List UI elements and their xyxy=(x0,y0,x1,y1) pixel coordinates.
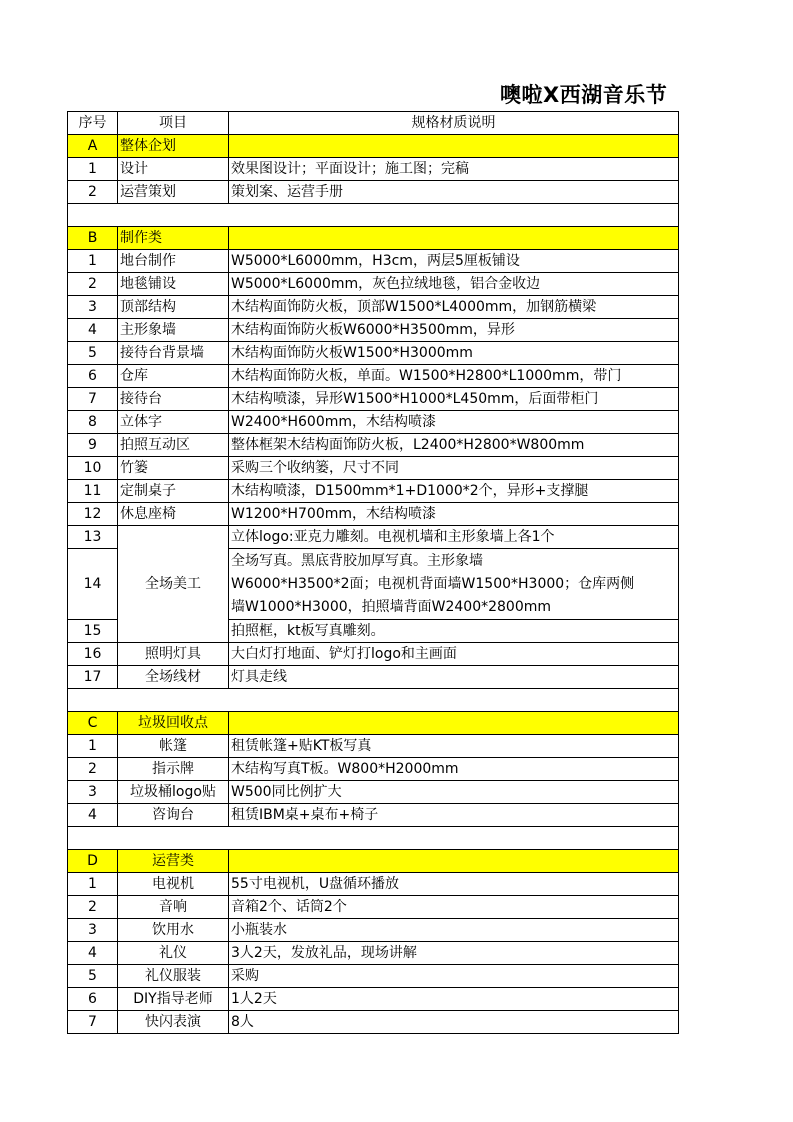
row-spec: 音箱2个、话筒2个 xyxy=(229,896,679,919)
table-row xyxy=(68,988,679,1011)
row-no: 4 xyxy=(68,319,118,342)
header-item: 项目 xyxy=(118,112,229,135)
row-item: 定制桌子 xyxy=(118,480,229,503)
row-spec: 采购三个收纳篓，尺寸不同 xyxy=(229,457,679,480)
table-row xyxy=(68,434,679,457)
row-item: 休息座椅 xyxy=(118,503,229,526)
row-no: 4 xyxy=(68,804,118,827)
section-spacer xyxy=(229,135,679,158)
row-no: 15 xyxy=(68,620,118,643)
section-code: B xyxy=(68,227,118,250)
table-row xyxy=(68,250,679,273)
row-item: 饮用水 xyxy=(118,919,229,942)
table-row xyxy=(68,873,679,896)
table-row xyxy=(68,942,679,965)
row-no: 12 xyxy=(68,503,118,526)
row-spec: 木结构写真T板。W800*H2000mm xyxy=(229,758,679,781)
row-no: 7 xyxy=(68,1011,118,1034)
section-row-b xyxy=(68,227,679,250)
section-spacer xyxy=(229,712,679,735)
row-spec: 立体logo:亚克力雕刻。电视机墙和主形象墙上各1个 xyxy=(229,526,679,549)
row-item-merged: 全场美工 xyxy=(118,526,229,643)
section-code: C xyxy=(68,712,118,735)
row-no: 14 xyxy=(68,549,118,620)
blank-row xyxy=(68,204,679,227)
budget-table xyxy=(67,111,679,1034)
table-row xyxy=(68,666,679,689)
row-item: 指示牌 xyxy=(118,758,229,781)
table-row xyxy=(68,503,679,526)
row-item: 帐篷 xyxy=(118,735,229,758)
row-item: 接待台 xyxy=(118,388,229,411)
row-spec: 效果图设计；平面设计；施工图；完稿 xyxy=(229,158,679,181)
table-row xyxy=(68,181,679,204)
table-row xyxy=(68,804,679,827)
row-spec: W5000*L6000mm，灰色拉绒地毯，铝合金收边 xyxy=(229,273,679,296)
row-spec: 租赁IBM桌+桌布+椅子 xyxy=(229,804,679,827)
row-item: 垃圾桶logo贴 xyxy=(118,781,229,804)
row-item: 接待台背景墙 xyxy=(118,342,229,365)
row-item: 地台制作 xyxy=(118,250,229,273)
row-no: 16 xyxy=(68,643,118,666)
blank-row xyxy=(68,827,679,850)
table-row xyxy=(68,342,679,365)
row-no: 1 xyxy=(68,158,118,181)
row-no: 6 xyxy=(68,988,118,1011)
row-spec: 3人2天，发放礼品，现场讲解 xyxy=(229,942,679,965)
section-row-d xyxy=(68,850,679,873)
blank-cell xyxy=(68,689,679,712)
row-spec: 1人2天 xyxy=(229,988,679,1011)
row-spec: 55寸电视机，U盘循环播放 xyxy=(229,873,679,896)
table-row xyxy=(68,273,679,296)
section-name: 垃圾回收点 xyxy=(118,712,229,735)
row-item: 立体字 xyxy=(118,411,229,434)
row-spec: 木结构面饰防火板，单面。W1500*H2800*L1000mm，带门 xyxy=(229,365,679,388)
row-item: 设计 xyxy=(118,158,229,181)
row-item: 仓库 xyxy=(118,365,229,388)
document-title: 噢啦X西湖音乐节 xyxy=(500,83,668,107)
row-item: 电视机 xyxy=(118,873,229,896)
table-row xyxy=(68,480,679,503)
row-no: 2 xyxy=(68,758,118,781)
row-spec: 木结构面饰防火板W1500*H3000mm xyxy=(229,342,679,365)
row-item: 竹篓 xyxy=(118,457,229,480)
row-item: 音响 xyxy=(118,896,229,919)
section-row-c xyxy=(68,712,679,735)
section-name: 整体企划 xyxy=(118,135,229,158)
row-no: 1 xyxy=(68,250,118,273)
blank-cell xyxy=(68,204,679,227)
row-spec: 小瓶装水 xyxy=(229,919,679,942)
row-spec: 木结构面饰防火板，顶部W1500*L4000mm，加钢筋横梁 xyxy=(229,296,679,319)
table-row xyxy=(68,735,679,758)
section-row-a xyxy=(68,135,679,158)
table-row xyxy=(68,965,679,988)
row-no: 7 xyxy=(68,388,118,411)
spec-line: 墙W1000*H3000，拍照墙背面W2400*2800mm xyxy=(231,599,552,615)
section-code: A xyxy=(68,135,118,158)
table-row xyxy=(68,643,679,666)
row-item: 快闪表演 xyxy=(118,1011,229,1034)
table-row xyxy=(68,896,679,919)
row-no: 6 xyxy=(68,365,118,388)
row-item: 照明灯具 xyxy=(118,643,229,666)
row-spec: 拍照框，kt板写真雕刻。 xyxy=(229,620,679,643)
row-spec: 策划案、运营手册 xyxy=(229,181,679,204)
row-spec: 木结构面饰防火板W6000*H3500mm，异形 xyxy=(229,319,679,342)
row-spec: 大白灯打地面、铲灯打logo和主画面 xyxy=(229,643,679,666)
row-spec: 灯具走线 xyxy=(229,666,679,689)
row-item: 礼仪 xyxy=(118,942,229,965)
table-header-row xyxy=(68,112,679,135)
row-spec: 木结构喷漆，D1500mm*1+D1000*2个，异形+支撑腿 xyxy=(229,480,679,503)
row-item: 顶部结构 xyxy=(118,296,229,319)
table-row xyxy=(68,158,679,181)
row-no: 5 xyxy=(68,342,118,365)
header-no: 序号 xyxy=(68,112,118,135)
table-row xyxy=(68,526,679,549)
row-item: 拍照互动区 xyxy=(118,434,229,457)
spec-line: W6000*H3500*2面；电视机背面墙W1500*H3000；仓库两侧 xyxy=(231,576,635,592)
table-row xyxy=(68,296,679,319)
row-item: 运营策划 xyxy=(118,181,229,204)
row-item: 礼仪服装 xyxy=(118,965,229,988)
section-name: 运营类 xyxy=(118,850,229,873)
row-spec: W5000*L6000mm，H3cm，两层5厘板铺设 xyxy=(229,250,679,273)
row-no: 3 xyxy=(68,919,118,942)
row-no: 5 xyxy=(68,965,118,988)
section-spacer xyxy=(229,850,679,873)
table-row xyxy=(68,457,679,480)
row-spec: W1200*H700mm，木结构喷漆 xyxy=(229,503,679,526)
row-no: 3 xyxy=(68,781,118,804)
row-no: 2 xyxy=(68,896,118,919)
row-item: 咨询台 xyxy=(118,804,229,827)
row-spec: W2400*H600mm，木结构喷漆 xyxy=(229,411,679,434)
table-row xyxy=(68,919,679,942)
row-item: 地毯铺设 xyxy=(118,273,229,296)
row-item: DIY指导老师 xyxy=(118,988,229,1011)
row-no: 10 xyxy=(68,457,118,480)
spec-line: 全场写真。黑底背胶加厚写真。主形象墙 xyxy=(231,553,483,569)
table-row xyxy=(68,365,679,388)
row-spec: 采购 xyxy=(229,965,679,988)
row-no: 9 xyxy=(68,434,118,457)
table-row xyxy=(68,1011,679,1034)
table-row xyxy=(68,411,679,434)
row-no: 3 xyxy=(68,296,118,319)
row-no: 1 xyxy=(68,735,118,758)
table-row xyxy=(68,758,679,781)
row-no: 8 xyxy=(68,411,118,434)
row-spec: 8人 xyxy=(229,1011,679,1034)
row-no: 2 xyxy=(68,273,118,296)
row-item: 全场线材 xyxy=(118,666,229,689)
table-row xyxy=(68,319,679,342)
row-no: 13 xyxy=(68,526,118,549)
row-no: 1 xyxy=(68,873,118,896)
header-spec: 规格材质说明 xyxy=(229,112,679,135)
row-spec-multiline xyxy=(229,549,679,620)
blank-cell xyxy=(68,827,679,850)
row-spec: 木结构喷漆，异形W1500*H1000*L450mm，后面带柜门 xyxy=(229,388,679,411)
section-code: D xyxy=(68,850,118,873)
row-spec: 租赁帐篷+贴KT板写真 xyxy=(229,735,679,758)
row-no: 4 xyxy=(68,942,118,965)
row-no: 11 xyxy=(68,480,118,503)
blank-row xyxy=(68,689,679,712)
row-item: 主形象墙 xyxy=(118,319,229,342)
section-name: 制作类 xyxy=(118,227,229,250)
row-spec: W500同比例扩大 xyxy=(229,781,679,804)
row-no: 2 xyxy=(68,181,118,204)
table-row xyxy=(68,781,679,804)
row-spec: 整体框架木结构面饰防火板，L2400*H2800*W800mm xyxy=(229,434,679,457)
row-no: 17 xyxy=(68,666,118,689)
table-row xyxy=(68,388,679,411)
section-spacer xyxy=(229,227,679,250)
